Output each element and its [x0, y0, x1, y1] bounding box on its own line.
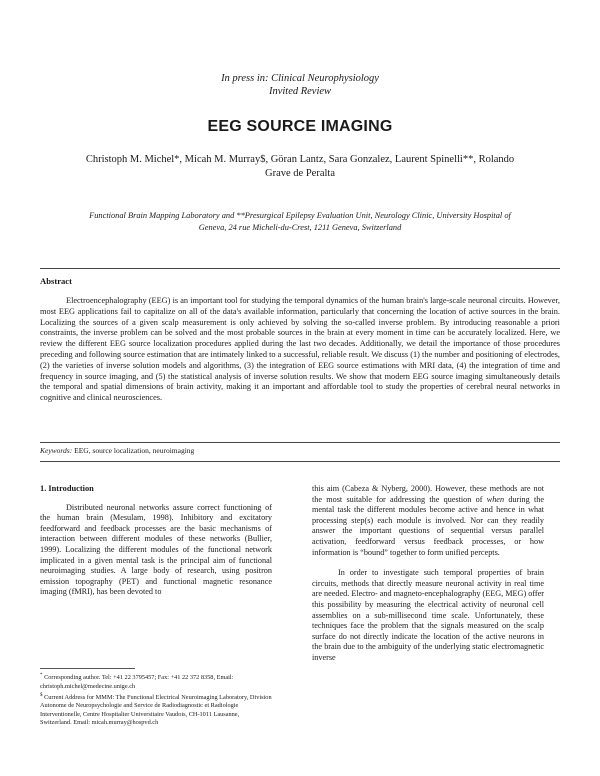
intro-paragraph-2-part-a: this aim (Cabeza & Nyberg, 2000). However, these methods are not the most suitable for addressing the question of: [312, 484, 544, 504]
abstract-bottom-rule: [40, 442, 560, 443]
left-column: [40, 484, 272, 598]
abstract-text: Electroencephalography (EEG) is an important tool for studying the temporal dynamics of the human brain's large-scale neuronal circuits. However, most EEG applications fail to capitalize on all of the data's available information, particularly that concerning the location of active sources in the brain. Localizing the sources of a given scalp measurement is only achieved by solving the so-called inverse problem. By introducing reasonable a priori constraints, the inverse problem can be solved and the most probable sources in the brain at every moment in time can be accurately localized. Here, we review the different EEG source localization procedures applied during the last two decades. Additionally, we detail the importance of those procedures preceding and following source estimation that are intimately linked to a successful, reliable result. We discuss (1) the number and positioning of electrodes, (2) the varieties of inverse solution models and algorithms, (3) the integration of EEG source estimations with MRI data, (4) the integration of time and frequency in source imaging, and (5) the statistical analysis of inverse solution results. We show that modern EEG source imaging simultaneously details the temporal and spatial dimensions of brain activity, making it an important and affordable tool to study the properties of cerebral neural networks in cognitive and clinical neurosciences.: [40, 296, 560, 403]
footnote-current-address: [40, 692, 272, 728]
authors-line-1: Christoph M. Michel*, Micah M. Murray$, Göran Lantz, Sara Gonzalez, Laurent Spinelli**, Rolando: [85, 154, 515, 165]
keywords-bottom-rule: [40, 461, 560, 462]
intro-paragraph-2-part-b: during the mental task the different modules become active and hence in what processing step(s) each module is involved. Nor can they readily answer the important questions of sequential versus parallel activation, feedforward versus feedback processes, or how information is “bound” together to form unified percepts.: [312, 494, 544, 557]
review-type: Invited Review: [268, 86, 332, 97]
author-list: [60, 153, 540, 181]
abstract-top-rule: [40, 268, 560, 269]
keywords-text: EEG, source localization, neuroimaging: [72, 446, 195, 455]
paper-title: EEG SOURCE IMAGING: [207, 118, 393, 135]
publication-status: [0, 72, 600, 98]
keywords-label: Keywords:: [40, 446, 73, 455]
authors-line-2: Grave de Peralta: [265, 168, 335, 179]
footnotes: [40, 672, 272, 729]
footnote-text-2: Current Address for MMM: The Functional Electrical Neuroimaging Laboratory, Division Autonome de Neuropsychologie and Service de Radiodiagnostic et Radiologie Interventionelle, Centre Hospitalier Universitaire Vaudois, CH-1011 Lausanne, Switzerland. Email: micah.murray@hospvd.ch: [40, 694, 272, 727]
footnote-mark-2: $: [40, 692, 43, 698]
affiliation-line-1: Functional Brain Mapping Laboratory and **Presurgical Epilepsy Evaluation Unit, Neurology Clinic, University Hospital of: [89, 211, 511, 220]
footnote-rule: [40, 668, 135, 669]
keywords: [40, 446, 560, 455]
footnote-corresponding-author: [40, 672, 272, 691]
press-line: In press in: Clinical Neurophysiology: [221, 73, 379, 84]
footnote-text-1: Corresponding author. Tel: +41 22 3795457; Fax: +41 22 372 8358, Email: christoph.michel@medecine.unige.ch: [40, 674, 234, 690]
intro-paragraph-3: In order to investigate such temporal properties of brain circuits, methods that directly measure neuronal activity in real time are needed. Electro- and magneto-encephalography (EEG, MEG) offer this possibility by measuring the electrical activity of neuronal cell assemblies on a sub-millisecond time scale. Unfortunately, these techniques face the problem that the signals measured on the scalp surface do not directly indicate the location of the active neurons in the brain due to the ambiguity of the underlying static electromagnetic inverse: [312, 568, 544, 662]
affiliation-line-2: Geneva, 24 rue Micheli-du-Crest, 1211 Geneva, Switzerland: [198, 222, 402, 232]
affiliation: [40, 210, 560, 233]
right-column: [312, 484, 544, 664]
intro-paragraph-1: Distributed neuronal networks assure correct functioning of the human brain (Mesulam, 1998). Inhibitory and excitatory feedforward and feedback processes are the basic mechanisms of interaction between different modules of these networks (Bullier, 1999). Localizing the different modules of the functional network implicated in a given mental task is the principal aim of functional neuroimaging studies. A large body of research, using positron emission topography (PET) and functional magnetic resonance imaging (fMRI), has been devoted to: [40, 502, 272, 597]
intro-paragraph-2-emphasis: when: [486, 494, 505, 504]
abstract-heading: Abstract: [40, 276, 72, 286]
intro-paragraph-2: [312, 484, 544, 558]
section-heading-introduction: 1. Introduction: [40, 484, 94, 493]
footnote-mark-1: *: [40, 673, 43, 678]
